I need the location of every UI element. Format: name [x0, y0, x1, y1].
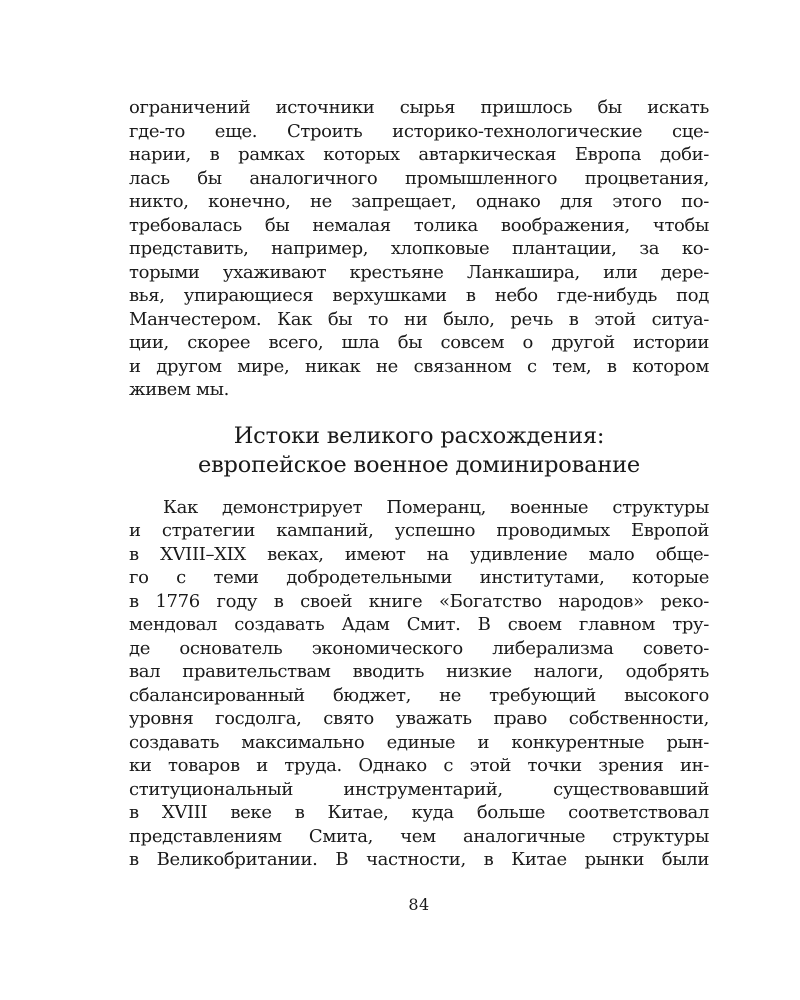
paragraph-1	[129, 96, 709, 402]
page-content	[129, 96, 709, 872]
section-heading-line-1: Истоки великого расхождения:	[233, 422, 605, 449]
text-line: ституциональный инструментарий, существовавший	[129, 778, 709, 800]
text-line: ограничений источники сырья пришлось бы искать	[129, 97, 709, 118]
text-line: в XVIII–XIX веках, имеют на удивление мало обще-	[129, 543, 709, 565]
text-line: ции, скорее всего, шла бы совсем о другой истории	[129, 332, 709, 353]
paragraph-2	[129, 496, 709, 872]
text-line: создавать максимально единые и конкурентные рын-	[129, 731, 709, 753]
text-line: в 1776 году в своей книге «Богатство народов» реко-	[129, 590, 709, 612]
text-line: в Великобритании. В частности, в Китае рынки были	[129, 849, 709, 870]
section-heading-line-2: европейское военное доминирование	[197, 451, 641, 478]
text-line: где-то еще. Строить историко-технологические сце-	[129, 120, 709, 142]
text-line: представлениям Смита, чем аналогичные структуры	[129, 825, 709, 847]
text-line: лась бы аналогичного промышленного процветания,	[129, 167, 709, 189]
text-line: в XVIII веке в Китае, куда больше соответствовал	[129, 802, 709, 823]
text-line: уровня госдолга, свято уважать право собственности,	[129, 708, 709, 729]
text-line: Манчестером. Как бы то ни было, речь в этой ситуа-	[129, 308, 709, 330]
text-line: ки товаров и труда. Однако с этой точки зрения ин-	[129, 755, 709, 776]
text-line: и стратегии кампаний, успешно проводимых Европой	[129, 520, 709, 541]
text-line: живем мы.	[129, 379, 229, 400]
text-line: и другом мире, никак не связанном с тем, в котором	[129, 355, 709, 377]
text-line: де основатель экономического либерализма совето-	[129, 637, 709, 659]
text-line: требовалась бы немалая толика воображения, чтобы	[129, 214, 709, 236]
text-line: вал правительствам вводить низкие налоги, одобрять	[129, 661, 709, 682]
text-line: никто, конечно, не запрещает, однако для этого по-	[129, 191, 709, 212]
text-line: Как демонстрирует Померанц, военные структуры	[163, 496, 709, 518]
text-line: нарии, в рамках которых автаркическая Европа доби-	[129, 144, 709, 165]
text-line: го с теми добродетельными институтами, которые	[129, 567, 709, 588]
text-line: вья, упирающиеся верхушками в небо где-нибудь под	[129, 285, 709, 306]
text-line: представить, например, хлопковые плантации, за ко-	[129, 238, 709, 259]
section-heading	[129, 422, 709, 480]
page-number: 84	[408, 895, 430, 914]
text-line: мендовал создавать Адам Смит. В своем главном тру-	[129, 614, 709, 635]
text-line: сбалансированный бюджет, не требующий высокого	[129, 684, 709, 706]
text-line: торыми ухаживают крестьяне Ланкашира, или дере-	[129, 261, 709, 283]
